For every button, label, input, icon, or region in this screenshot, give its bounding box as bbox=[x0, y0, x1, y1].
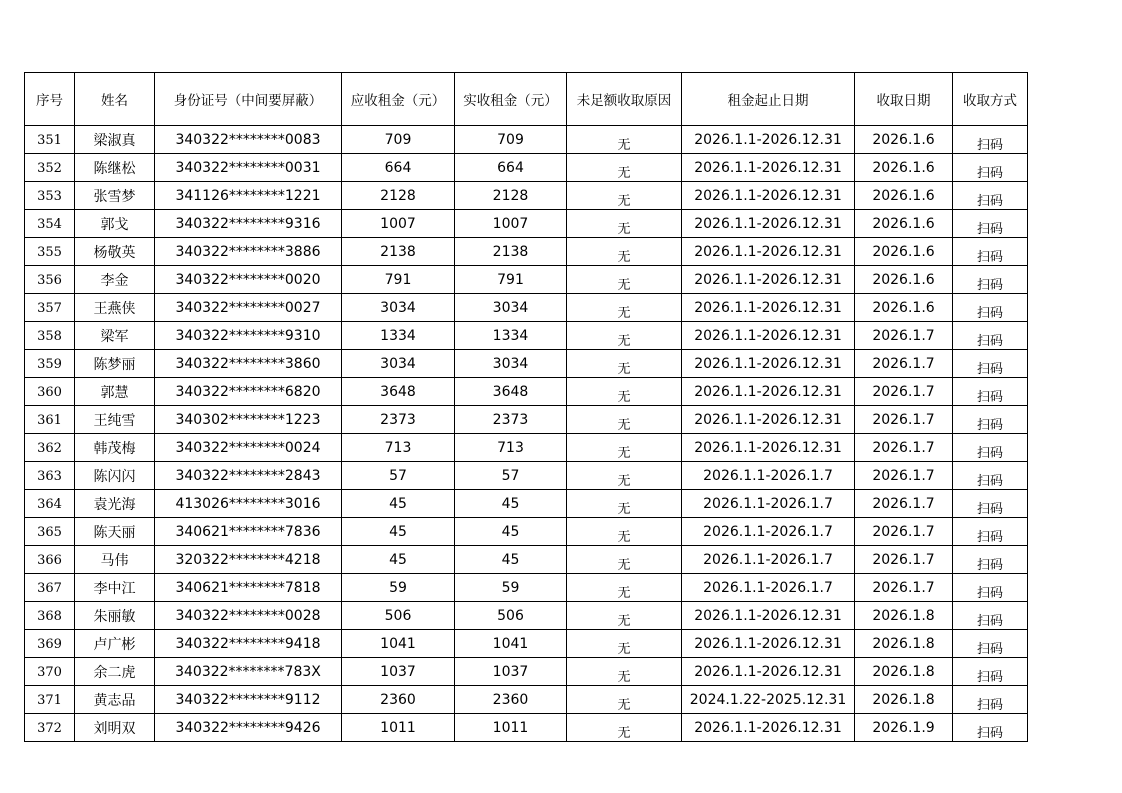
shortfall-reason-cell: 无 bbox=[567, 518, 682, 546]
name-cell: 陈闪闪 bbox=[75, 462, 155, 490]
table-row bbox=[25, 462, 1028, 490]
rent-received-cell: 3648 bbox=[455, 378, 567, 406]
rent-period-cell: 2026.1.1-2026.12.31 bbox=[682, 210, 855, 238]
name-cell: 王燕侠 bbox=[75, 294, 155, 322]
table-row bbox=[25, 630, 1028, 658]
shortfall-reason-cell: 无 bbox=[567, 154, 682, 182]
shortfall-reason-cell: 无 bbox=[567, 294, 682, 322]
collection-date-cell: 2026.1.8 bbox=[855, 630, 953, 658]
payment-method-cell: 扫码 bbox=[953, 574, 1028, 602]
id-number-cell: 340621********7836 bbox=[155, 518, 342, 546]
collection-date-cell: 2026.1.6 bbox=[855, 238, 953, 266]
rent-due-cell: 2360 bbox=[342, 686, 455, 714]
rent-due-cell: 3034 bbox=[342, 294, 455, 322]
rent-period-cell: 2026.1.1-2026.1.7 bbox=[682, 574, 855, 602]
rent-due-cell: 709 bbox=[342, 126, 455, 154]
rent-period-cell: 2026.1.1-2026.12.31 bbox=[682, 322, 855, 350]
table-row bbox=[25, 574, 1028, 602]
shortfall-reason-cell: 无 bbox=[567, 266, 682, 294]
shortfall-reason-cell: 无 bbox=[567, 210, 682, 238]
shortfall-reason-cell: 无 bbox=[567, 350, 682, 378]
table-header bbox=[25, 73, 1028, 126]
rent-received-cell: 1037 bbox=[455, 658, 567, 686]
seq-cell: 364 bbox=[25, 490, 75, 518]
rent-received-cell: 2360 bbox=[455, 686, 567, 714]
payment-method-cell: 扫码 bbox=[953, 350, 1028, 378]
header-rent-period: 租金起止日期 bbox=[682, 73, 855, 126]
id-number-cell: 320322********4218 bbox=[155, 546, 342, 574]
rent-due-cell: 2138 bbox=[342, 238, 455, 266]
header-name: 姓名 bbox=[75, 73, 155, 126]
name-cell: 袁光海 bbox=[75, 490, 155, 518]
rent-received-cell: 59 bbox=[455, 574, 567, 602]
name-cell: 黄志品 bbox=[75, 686, 155, 714]
rent-due-cell: 59 bbox=[342, 574, 455, 602]
shortfall-reason-cell: 无 bbox=[567, 602, 682, 630]
rent-due-cell: 3648 bbox=[342, 378, 455, 406]
payment-method-cell: 扫码 bbox=[953, 546, 1028, 574]
payment-method-cell: 扫码 bbox=[953, 714, 1028, 742]
name-cell: 朱丽敏 bbox=[75, 602, 155, 630]
shortfall-reason-cell: 无 bbox=[567, 658, 682, 686]
rent-period-cell: 2026.1.1-2026.1.7 bbox=[682, 490, 855, 518]
name-cell: 马伟 bbox=[75, 546, 155, 574]
table-row bbox=[25, 182, 1028, 210]
rent-due-cell: 713 bbox=[342, 434, 455, 462]
rent-due-cell: 664 bbox=[342, 154, 455, 182]
rent-period-cell: 2026.1.1-2026.12.31 bbox=[682, 350, 855, 378]
payment-method-cell: 扫码 bbox=[953, 602, 1028, 630]
rent-period-cell: 2026.1.1-2026.12.31 bbox=[682, 378, 855, 406]
table-row bbox=[25, 658, 1028, 686]
table-row bbox=[25, 350, 1028, 378]
rent-received-cell: 45 bbox=[455, 518, 567, 546]
name-cell: 卢广彬 bbox=[75, 630, 155, 658]
rent-period-cell: 2026.1.1-2026.12.31 bbox=[682, 126, 855, 154]
collection-date-cell: 2026.1.7 bbox=[855, 350, 953, 378]
name-cell: 梁军 bbox=[75, 322, 155, 350]
rent-due-cell: 2128 bbox=[342, 182, 455, 210]
rent-period-cell: 2024.1.22-2025.12.31 bbox=[682, 686, 855, 714]
id-number-cell: 340322********3860 bbox=[155, 350, 342, 378]
rent-due-cell: 1011 bbox=[342, 714, 455, 742]
id-number-cell: 340322********6820 bbox=[155, 378, 342, 406]
shortfall-reason-cell: 无 bbox=[567, 322, 682, 350]
rent-received-cell: 45 bbox=[455, 546, 567, 574]
rent-period-cell: 2026.1.1-2026.12.31 bbox=[682, 714, 855, 742]
rent-period-cell: 2026.1.1-2026.1.7 bbox=[682, 546, 855, 574]
name-cell: 刘明双 bbox=[75, 714, 155, 742]
rent-received-cell: 3034 bbox=[455, 350, 567, 378]
collection-date-cell: 2026.1.7 bbox=[855, 518, 953, 546]
table-row bbox=[25, 434, 1028, 462]
rent-received-cell: 506 bbox=[455, 602, 567, 630]
collection-date-cell: 2026.1.8 bbox=[855, 602, 953, 630]
seq-cell: 363 bbox=[25, 462, 75, 490]
shortfall-reason-cell: 无 bbox=[567, 378, 682, 406]
name-cell: 韩茂梅 bbox=[75, 434, 155, 462]
rent-period-cell: 2026.1.1-2026.1.7 bbox=[682, 518, 855, 546]
rent-due-cell: 1037 bbox=[342, 658, 455, 686]
rent-due-cell: 2373 bbox=[342, 406, 455, 434]
collection-date-cell: 2026.1.7 bbox=[855, 462, 953, 490]
payment-method-cell: 扫码 bbox=[953, 210, 1028, 238]
name-cell: 李金 bbox=[75, 266, 155, 294]
name-cell: 李中江 bbox=[75, 574, 155, 602]
payment-method-cell: 扫码 bbox=[953, 322, 1028, 350]
payment-method-cell: 扫码 bbox=[953, 490, 1028, 518]
rent-period-cell: 2026.1.1-2026.12.31 bbox=[682, 434, 855, 462]
shortfall-reason-cell: 无 bbox=[567, 126, 682, 154]
seq-cell: 366 bbox=[25, 546, 75, 574]
rent-due-cell: 1334 bbox=[342, 322, 455, 350]
rent-period-cell: 2026.1.1-2026.12.31 bbox=[682, 154, 855, 182]
table-row bbox=[25, 686, 1028, 714]
seq-cell: 369 bbox=[25, 630, 75, 658]
id-number-cell: 340322********0083 bbox=[155, 126, 342, 154]
header-id-number: 身份证号（中间要屏蔽） bbox=[155, 73, 342, 126]
collection-date-cell: 2026.1.7 bbox=[855, 574, 953, 602]
shortfall-reason-cell: 无 bbox=[567, 574, 682, 602]
id-number-cell: 340322********0031 bbox=[155, 154, 342, 182]
seq-cell: 354 bbox=[25, 210, 75, 238]
id-number-cell: 340322********0020 bbox=[155, 266, 342, 294]
payment-method-cell: 扫码 bbox=[953, 686, 1028, 714]
rent-collection-table bbox=[24, 72, 1028, 742]
rent-period-cell: 2026.1.1-2026.1.7 bbox=[682, 462, 855, 490]
rent-received-cell: 1041 bbox=[455, 630, 567, 658]
seq-cell: 370 bbox=[25, 658, 75, 686]
table-row bbox=[25, 126, 1028, 154]
rent-received-cell: 1007 bbox=[455, 210, 567, 238]
rent-received-cell: 664 bbox=[455, 154, 567, 182]
shortfall-reason-cell: 无 bbox=[567, 434, 682, 462]
header-shortfall-reason: 未足额收取原因 bbox=[567, 73, 682, 126]
payment-method-cell: 扫码 bbox=[953, 238, 1028, 266]
table-row bbox=[25, 406, 1028, 434]
collection-date-cell: 2026.1.6 bbox=[855, 182, 953, 210]
payment-method-cell: 扫码 bbox=[953, 182, 1028, 210]
seq-cell: 357 bbox=[25, 294, 75, 322]
rent-period-cell: 2026.1.1-2026.12.31 bbox=[682, 658, 855, 686]
name-cell: 郭慧 bbox=[75, 378, 155, 406]
header-row bbox=[25, 73, 1028, 126]
seq-cell: 351 bbox=[25, 126, 75, 154]
shortfall-reason-cell: 无 bbox=[567, 462, 682, 490]
shortfall-reason-cell: 无 bbox=[567, 490, 682, 518]
collection-date-cell: 2026.1.6 bbox=[855, 210, 953, 238]
payment-method-cell: 扫码 bbox=[953, 154, 1028, 182]
payment-method-cell: 扫码 bbox=[953, 630, 1028, 658]
collection-date-cell: 2026.1.7 bbox=[855, 406, 953, 434]
collection-date-cell: 2026.1.7 bbox=[855, 434, 953, 462]
id-number-cell: 340322********0028 bbox=[155, 602, 342, 630]
rent-due-cell: 57 bbox=[342, 462, 455, 490]
rent-due-cell: 1007 bbox=[342, 210, 455, 238]
rent-period-cell: 2026.1.1-2026.12.31 bbox=[682, 182, 855, 210]
table-row bbox=[25, 322, 1028, 350]
shortfall-reason-cell: 无 bbox=[567, 630, 682, 658]
rent-received-cell: 713 bbox=[455, 434, 567, 462]
rent-due-cell: 45 bbox=[342, 518, 455, 546]
rent-received-cell: 3034 bbox=[455, 294, 567, 322]
table-row bbox=[25, 546, 1028, 574]
name-cell: 杨敬英 bbox=[75, 238, 155, 266]
id-number-cell: 340621********7818 bbox=[155, 574, 342, 602]
payment-method-cell: 扫码 bbox=[953, 378, 1028, 406]
rent-due-cell: 506 bbox=[342, 602, 455, 630]
id-number-cell: 341126********1221 bbox=[155, 182, 342, 210]
rent-due-cell: 1041 bbox=[342, 630, 455, 658]
collection-date-cell: 2026.1.6 bbox=[855, 126, 953, 154]
name-cell: 陈天丽 bbox=[75, 518, 155, 546]
seq-cell: 352 bbox=[25, 154, 75, 182]
id-number-cell: 340322********9112 bbox=[155, 686, 342, 714]
id-number-cell: 340322********783X bbox=[155, 658, 342, 686]
seq-cell: 368 bbox=[25, 602, 75, 630]
rent-received-cell: 2128 bbox=[455, 182, 567, 210]
table-row bbox=[25, 490, 1028, 518]
seq-cell: 359 bbox=[25, 350, 75, 378]
collection-date-cell: 2026.1.9 bbox=[855, 714, 953, 742]
table-row bbox=[25, 210, 1028, 238]
name-cell: 余二虎 bbox=[75, 658, 155, 686]
header-seq: 序号 bbox=[25, 73, 75, 126]
id-number-cell: 340322********2843 bbox=[155, 462, 342, 490]
rent-period-cell: 2026.1.1-2026.12.31 bbox=[682, 630, 855, 658]
seq-cell: 361 bbox=[25, 406, 75, 434]
seq-cell: 362 bbox=[25, 434, 75, 462]
seq-cell: 365 bbox=[25, 518, 75, 546]
name-cell: 梁淑真 bbox=[75, 126, 155, 154]
name-cell: 郭戈 bbox=[75, 210, 155, 238]
name-cell: 陈继松 bbox=[75, 154, 155, 182]
table-row bbox=[25, 602, 1028, 630]
id-number-cell: 340322********9426 bbox=[155, 714, 342, 742]
table-row bbox=[25, 266, 1028, 294]
id-number-cell: 340322********3886 bbox=[155, 238, 342, 266]
header-rent-due: 应收租金（元） bbox=[342, 73, 455, 126]
rent-due-cell: 45 bbox=[342, 546, 455, 574]
id-number-cell: 340322********0024 bbox=[155, 434, 342, 462]
collection-date-cell: 2026.1.6 bbox=[855, 154, 953, 182]
rent-period-cell: 2026.1.1-2026.12.31 bbox=[682, 406, 855, 434]
rent-received-cell: 709 bbox=[455, 126, 567, 154]
rent-received-cell: 1334 bbox=[455, 322, 567, 350]
name-cell: 陈梦丽 bbox=[75, 350, 155, 378]
rent-period-cell: 2026.1.1-2026.12.31 bbox=[682, 294, 855, 322]
header-payment-method: 收取方式 bbox=[953, 73, 1028, 126]
payment-method-cell: 扫码 bbox=[953, 406, 1028, 434]
shortfall-reason-cell: 无 bbox=[567, 238, 682, 266]
rent-received-cell: 791 bbox=[455, 266, 567, 294]
table-body bbox=[25, 126, 1028, 742]
table-row bbox=[25, 714, 1028, 742]
collection-date-cell: 2026.1.7 bbox=[855, 378, 953, 406]
rent-period-cell: 2026.1.1-2026.12.31 bbox=[682, 602, 855, 630]
shortfall-reason-cell: 无 bbox=[567, 546, 682, 574]
header-rent-received: 实收租金（元） bbox=[455, 73, 567, 126]
payment-method-cell: 扫码 bbox=[953, 462, 1028, 490]
collection-date-cell: 2026.1.6 bbox=[855, 266, 953, 294]
collection-date-cell: 2026.1.7 bbox=[855, 546, 953, 574]
payment-method-cell: 扫码 bbox=[953, 518, 1028, 546]
seq-cell: 367 bbox=[25, 574, 75, 602]
id-number-cell: 340322********9316 bbox=[155, 210, 342, 238]
table-row bbox=[25, 154, 1028, 182]
seq-cell: 356 bbox=[25, 266, 75, 294]
seq-cell: 371 bbox=[25, 686, 75, 714]
payment-method-cell: 扫码 bbox=[953, 126, 1028, 154]
collection-date-cell: 2026.1.6 bbox=[855, 294, 953, 322]
name-cell: 张雪梦 bbox=[75, 182, 155, 210]
rent-received-cell: 2138 bbox=[455, 238, 567, 266]
rent-received-cell: 1011 bbox=[455, 714, 567, 742]
payment-method-cell: 扫码 bbox=[953, 266, 1028, 294]
rent-received-cell: 57 bbox=[455, 462, 567, 490]
payment-method-cell: 扫码 bbox=[953, 434, 1028, 462]
id-number-cell: 340322********9418 bbox=[155, 630, 342, 658]
table-row bbox=[25, 518, 1028, 546]
seq-cell: 360 bbox=[25, 378, 75, 406]
collection-date-cell: 2026.1.8 bbox=[855, 686, 953, 714]
table-row bbox=[25, 294, 1028, 322]
id-number-cell: 413026********3016 bbox=[155, 490, 342, 518]
payment-method-cell: 扫码 bbox=[953, 658, 1028, 686]
shortfall-reason-cell: 无 bbox=[567, 714, 682, 742]
seq-cell: 372 bbox=[25, 714, 75, 742]
shortfall-reason-cell: 无 bbox=[567, 182, 682, 210]
shortfall-reason-cell: 无 bbox=[567, 686, 682, 714]
table-row bbox=[25, 378, 1028, 406]
seq-cell: 358 bbox=[25, 322, 75, 350]
seq-cell: 355 bbox=[25, 238, 75, 266]
rent-due-cell: 791 bbox=[342, 266, 455, 294]
id-number-cell: 340302********1223 bbox=[155, 406, 342, 434]
collection-date-cell: 2026.1.7 bbox=[855, 490, 953, 518]
id-number-cell: 340322********0027 bbox=[155, 294, 342, 322]
payment-method-cell: 扫码 bbox=[953, 294, 1028, 322]
rent-due-cell: 3034 bbox=[342, 350, 455, 378]
collection-date-cell: 2026.1.7 bbox=[855, 322, 953, 350]
table-row bbox=[25, 238, 1028, 266]
shortfall-reason-cell: 无 bbox=[567, 406, 682, 434]
collection-date-cell: 2026.1.8 bbox=[855, 658, 953, 686]
rent-period-cell: 2026.1.1-2026.12.31 bbox=[682, 266, 855, 294]
seq-cell: 353 bbox=[25, 182, 75, 210]
rent-period-cell: 2026.1.1-2026.12.31 bbox=[682, 238, 855, 266]
id-number-cell: 340322********9310 bbox=[155, 322, 342, 350]
name-cell: 王纯雪 bbox=[75, 406, 155, 434]
rent-due-cell: 45 bbox=[342, 490, 455, 518]
header-collection-date: 收取日期 bbox=[855, 73, 953, 126]
rent-received-cell: 45 bbox=[455, 490, 567, 518]
rent-received-cell: 2373 bbox=[455, 406, 567, 434]
